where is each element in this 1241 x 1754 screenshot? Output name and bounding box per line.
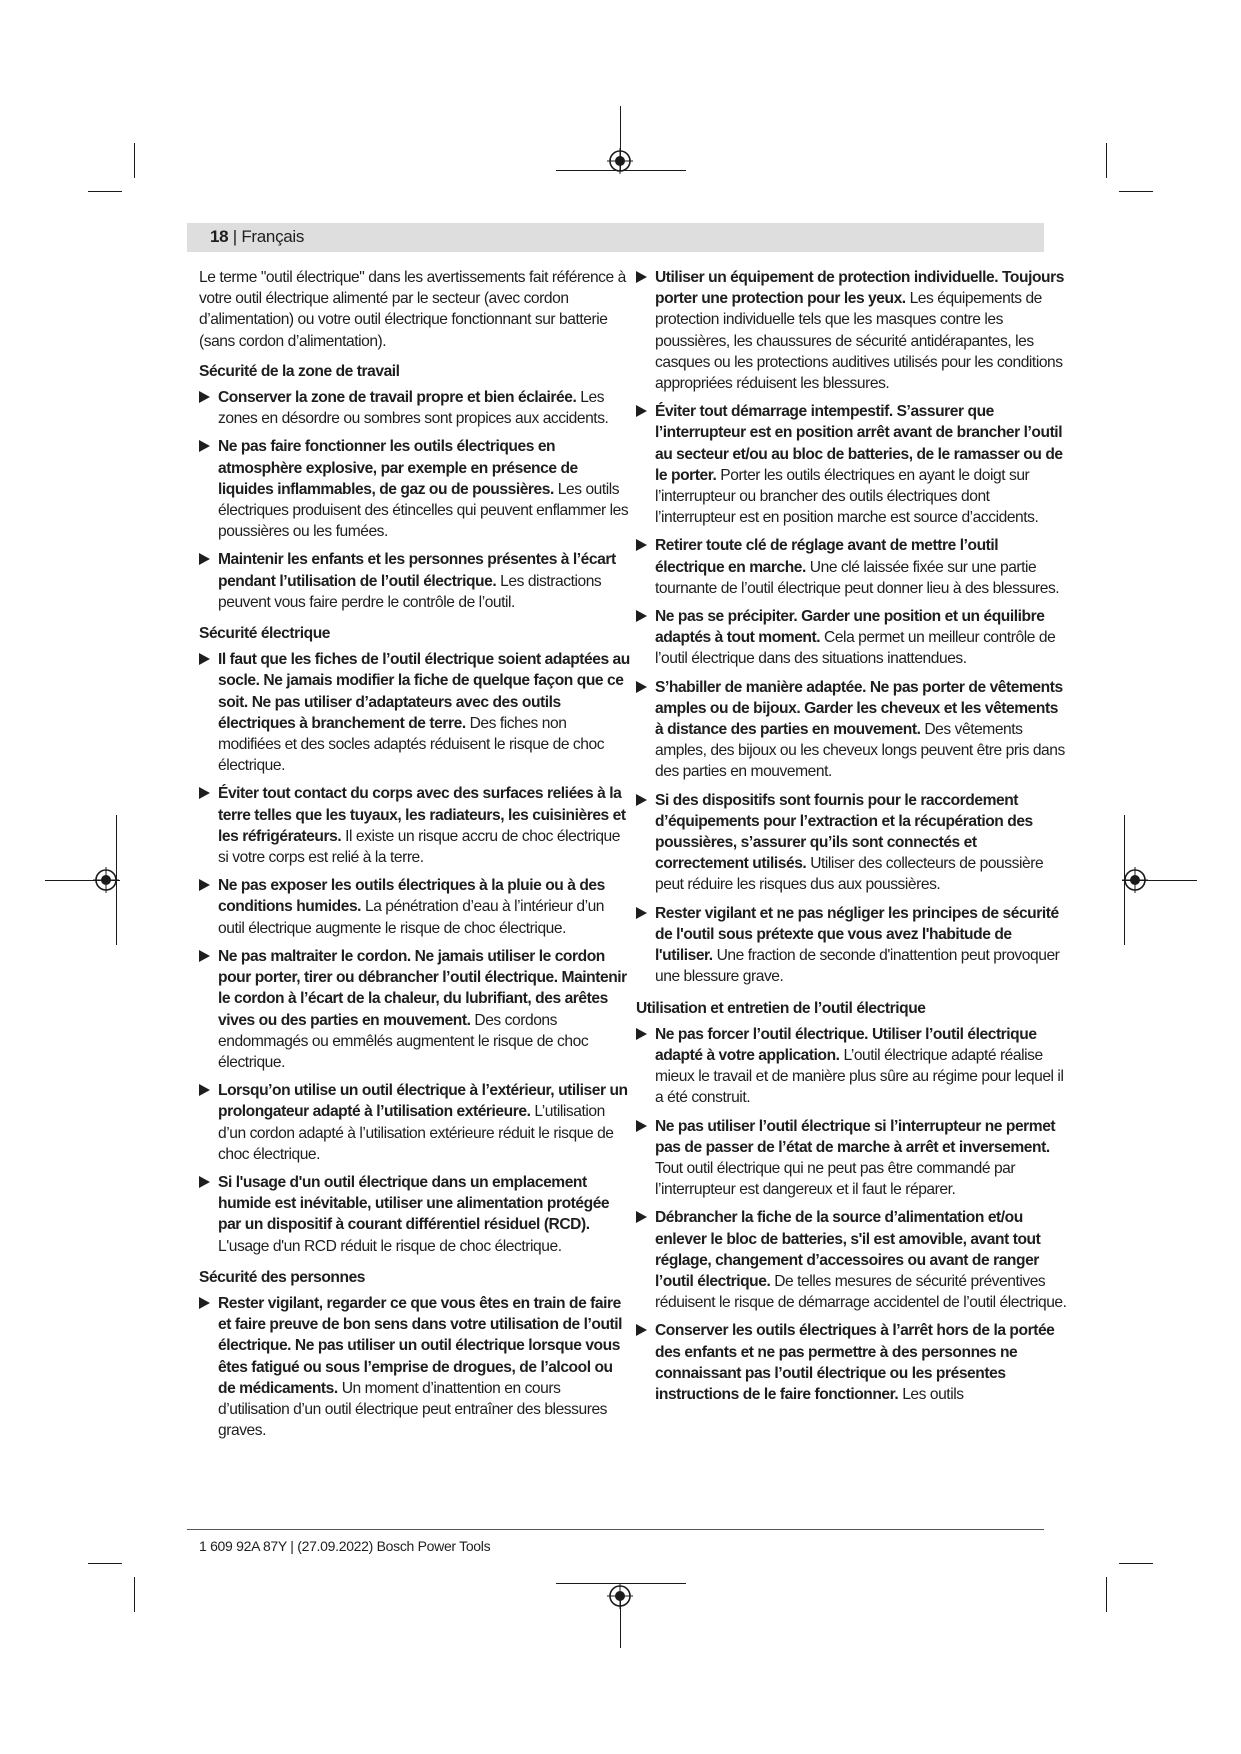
list-item bbox=[636, 677, 1068, 783]
item-bold: Rester vigilant et ne pas négliger les principes de sécurité de l'outil sous prétexte que vous avez l'habitude de l'utiliser. bbox=[655, 904, 1059, 965]
crop-mark bbox=[1119, 1563, 1153, 1564]
reg-line bbox=[1124, 815, 1125, 945]
item-text: Des vêtements amples, des bijoux ou les cheveux longs peuvent être pris dans des parties en mouvement. bbox=[655, 721, 1065, 781]
item-bold: Maintenir les enfants et les personnes présentes à l’écart pendant l’utilisation de l’outil électrique. bbox=[218, 551, 616, 590]
crop-mark bbox=[134, 143, 135, 178]
list-item bbox=[636, 1320, 1068, 1405]
list-item bbox=[636, 401, 1068, 528]
page-header bbox=[210, 226, 304, 248]
item-text: La pénétration d’eau à l’intérieur d’un outil électrique augmente le risque de choc électrique. bbox=[218, 898, 605, 937]
header-bar bbox=[187, 223, 1044, 252]
item-text: Il existe un risque accru de choc électrique si votre corps est relié à la terre. bbox=[218, 827, 620, 867]
bullet-triangle-icon bbox=[199, 553, 210, 565]
bullet-triangle-icon bbox=[199, 1297, 210, 1309]
item-bold: Rester vigilant, regarder ce que vous êtes en train de faire et faire preuve de bon sens dans votre utilisation de l’outil électrique. Ne pas utiliser un outil électrique lorsque vous êtes fatigué ou sous l’emprise de drogues, de l’alcool ou de médicaments. bbox=[218, 1294, 623, 1397]
bullet-triangle-icon bbox=[199, 1176, 210, 1188]
item-bold: Ne pas utiliser l’outil électrique si l’interrupteur ne permet pas de passer de l’état de marche à arrêt et inversement. bbox=[655, 1117, 1056, 1156]
crop-mark bbox=[88, 191, 122, 192]
crop-mark bbox=[1106, 143, 1107, 178]
bullet-triangle-icon bbox=[636, 610, 647, 622]
bullet-triangle-icon bbox=[636, 1028, 647, 1040]
item-text: Les outils bbox=[902, 1385, 964, 1403]
item-text: Les équipements de protection individuelle tels que les masques contre les poussières, les chaussures de sécurité antidérapantes, les casques ou les protections auditives utilisés pour les conditions appropriées réduisent les blessures. bbox=[655, 290, 1063, 393]
right-column bbox=[636, 267, 1068, 1412]
bullet-triangle-icon bbox=[199, 787, 210, 799]
list-item bbox=[199, 387, 631, 429]
section-title: Sécurité des personnes bbox=[199, 1268, 366, 1286]
list-item bbox=[199, 1080, 631, 1165]
intro-paragraph: Le terme "outil électrique" dans les avertissements fait référence à votre outil électrique alimenté par le secteur (avec cordon d’alimentation) ou votre outil électrique fonctionnant sur batterie (sans cordon d’alimentation). bbox=[199, 269, 626, 350]
page-footer: 1 609 92A 87Y | (27.09.2022) Bosch Power Tools bbox=[199, 1538, 491, 1554]
item-bold: Si l'usage d'un outil électrique dans un emplacement humide est inévitable, utiliser une alimentation protégée par un dispositif à courant différentiel résiduel (RCD). bbox=[218, 1173, 610, 1234]
list-item bbox=[636, 267, 1068, 394]
list-item bbox=[636, 790, 1068, 896]
item-text: Cela permet un meilleur contrôle de l’outil électrique dans des situations inattendues. bbox=[655, 629, 1056, 668]
list-item bbox=[199, 436, 631, 542]
list-item bbox=[636, 903, 1068, 988]
bullet-triangle-icon bbox=[199, 391, 210, 403]
item-bold: Retirer toute clé de réglage avant de mettre l’outil électrique en marche. bbox=[655, 537, 999, 576]
list-item bbox=[636, 1207, 1068, 1313]
item-bold: Éviter tout contact du corps avec des surfaces reliées à la terre telles que les tuyaux, les radiateurs, les cuisinières et les réfrigérateurs. bbox=[218, 785, 626, 845]
item-bold: Utiliser un équipement de protection individuelle. Toujours porter une protection pour les yeux. bbox=[655, 269, 1064, 308]
bullet-triangle-icon bbox=[636, 681, 647, 693]
reg-line bbox=[45, 880, 120, 881]
bullet-triangle-icon bbox=[199, 950, 210, 962]
item-text: Une fraction de seconde d'inattention peut provoquer une blessure grave. bbox=[655, 947, 1060, 986]
item-text: De telles mesures de sécurité préventives réduisent le risque de démarrage accidentel de l’outil électrique. bbox=[655, 1272, 1067, 1312]
item-bold: Il faut que les fiches de l’outil électrique soient adaptées au socle. Ne jamais modifier la fiche de quelque façon que ce soit. Ne pas utiliser d’adaptateurs avec des outils électriques à branchement de terre. bbox=[218, 651, 630, 732]
list-item bbox=[636, 1024, 1068, 1109]
section-title: Utilisation et entretien de l’outil électrique bbox=[636, 999, 926, 1017]
item-bold: Ne pas maltraiter le cordon. Ne jamais utiliser le cordon pour porter, tirer ou débrancher l’outil électrique. Maintenir le cordon à l’écart de la chaleur, du lubrifiant, des arêtes vives ou des parties en mouvement. bbox=[218, 947, 627, 1029]
item-bold: Ne pas forcer l’outil électrique. Utiliser l’outil électrique adapté à votre application. bbox=[655, 1025, 1037, 1064]
item-text: Un moment d’inattention en cours d’utilisation d’un outil électrique peut entraîner des blessures graves. bbox=[218, 1379, 608, 1440]
item-bold: Conserver les outils électriques à l’arrêt hors de la portée des enfants et ne pas permettre à des personnes ne connaissant pas l’outil électrique ou les présentes instructions de le faire fonctionner. bbox=[655, 1322, 1055, 1403]
item-bold: Éviter tout démarrage intempestif. S’assurer que l’interrupteur est en position arrêt avant de brancher l’outil au secteur et/ou au bloc de batteries, de le ramasser ou de le porter. bbox=[655, 403, 1063, 484]
item-text: Des cordons endommagés ou emmêlés augmentent le risque de choc électrique. bbox=[218, 1011, 589, 1071]
item-text: Une clé laissée fixée sur une partie tournante de l’outil électrique peut donner lieu à des blessures. bbox=[655, 558, 1060, 597]
list-item bbox=[199, 875, 631, 939]
item-text: L'usage d'un RCD réduit le risque de choc électrique. bbox=[218, 1237, 562, 1255]
left-column bbox=[199, 267, 631, 1448]
item-bold: Ne pas se précipiter. Garder une position et un équilibre adaptés à tout moment. bbox=[655, 608, 1045, 647]
list-item bbox=[199, 946, 631, 1073]
bullet-triangle-icon bbox=[636, 271, 647, 283]
bullet-triangle-icon bbox=[636, 794, 647, 806]
item-text: Les zones en désordre ou sombres sont propices aux accidents. bbox=[218, 389, 609, 428]
bullet-triangle-icon bbox=[636, 1211, 647, 1223]
bullet-triangle-icon bbox=[199, 879, 210, 891]
item-bold: Lorsqu’on utilise un outil électrique à l’extérieur, utiliser un prolongateur adapté à l’utilisation extérieure. bbox=[218, 1082, 628, 1121]
crop-mark bbox=[134, 1577, 135, 1612]
bullet-triangle-icon bbox=[636, 539, 647, 551]
item-bold: Débrancher la fiche de la source d’alimentation et/ou enlever le bloc de batteries, s'il est amovible, avant tout réglage, changement d’accessoires ou avant de ranger l’outil électrique. bbox=[655, 1209, 1041, 1290]
item-text: Utiliser des collecteurs de poussière peut réduire les risques dus aux poussières. bbox=[655, 855, 1044, 894]
reg-line bbox=[620, 106, 621, 170]
bullet-triangle-icon bbox=[199, 1084, 210, 1096]
bullet-triangle-icon bbox=[199, 440, 210, 452]
bullet-triangle-icon bbox=[636, 1324, 647, 1336]
reg-line bbox=[116, 815, 117, 945]
item-bold: Si des dispositifs sont fournis pour le raccordement d’équipements pour l’extraction et la récupération des poussières, s’assurer qu’ils sont connectés et correctement utilisés. bbox=[655, 791, 1033, 873]
list-item bbox=[199, 649, 631, 776]
list-item bbox=[636, 535, 1068, 599]
item-text: Des fiches non modifiées et des socles adaptés réduisent le risque de choc électrique. bbox=[218, 714, 605, 775]
reg-line bbox=[1122, 880, 1197, 881]
section-title: Sécurité de la zone de travail bbox=[199, 362, 400, 380]
crop-mark bbox=[1106, 1577, 1107, 1612]
list-item bbox=[199, 783, 631, 868]
item-text: L’utilisation d’un cordon adapté à l’utilisation extérieure réduit le risque de choc électrique. bbox=[218, 1103, 614, 1163]
section-title: Sécurité électrique bbox=[199, 625, 330, 643]
list-item bbox=[636, 606, 1068, 670]
header-separator: | bbox=[232, 227, 237, 246]
page-number: 18 bbox=[210, 227, 229, 246]
item-text: Tout outil électrique qui ne peut pas être commandé par l’interrupteur est dangereux et il faut le réparer. bbox=[655, 1159, 1016, 1199]
crop-mark bbox=[1119, 191, 1153, 192]
item-bold: Conserver la zone de travail propre et bien éclairée. bbox=[218, 389, 577, 407]
list-item bbox=[199, 1172, 631, 1257]
bullet-triangle-icon bbox=[636, 907, 647, 919]
item-text: Porter les outils électriques en ayant le doigt sur l’interrupteur ou brancher des outils électriques dont l’interrupteur est en position marche est source d’accidents. bbox=[655, 466, 1039, 527]
list-item bbox=[636, 1116, 1068, 1201]
footer-rule bbox=[187, 1529, 1044, 1530]
list-item bbox=[199, 1293, 631, 1441]
list-item bbox=[199, 549, 631, 613]
item-bold: S’habiller de manière adaptée. Ne pas porter de vêtements amples ou de bijoux. Garder les cheveux et les vêtements à distance des parties en mouvement. bbox=[655, 678, 1063, 739]
item-text: L’outil électrique adapté réalise mieux le travail et de manière plus sûre au régime pour lequel il a été construit. bbox=[655, 1046, 1064, 1107]
reg-line bbox=[556, 1583, 686, 1584]
header-language: Français bbox=[241, 227, 305, 246]
reg-line bbox=[556, 170, 686, 171]
crop-mark bbox=[88, 1563, 122, 1564]
bullet-triangle-icon bbox=[636, 405, 647, 417]
item-text: Les distractions peuvent vous faire perdre le contrôle de l’outil. bbox=[218, 572, 602, 611]
item-text: Les outils électriques produisent des étincelles qui peuvent enflammer les poussières ou les fumées. bbox=[218, 480, 629, 541]
reg-line bbox=[620, 1596, 621, 1648]
item-bold: Ne pas faire fonctionner les outils électriques en atmosphère explosive, par exemple en présence de liquides inflammables, de gaz ou de poussières. bbox=[218, 438, 578, 498]
bullet-triangle-icon bbox=[199, 653, 210, 665]
bullet-triangle-icon bbox=[636, 1120, 647, 1132]
item-bold: Ne pas exposer les outils électriques à la pluie ou à des conditions humides. bbox=[218, 877, 605, 916]
